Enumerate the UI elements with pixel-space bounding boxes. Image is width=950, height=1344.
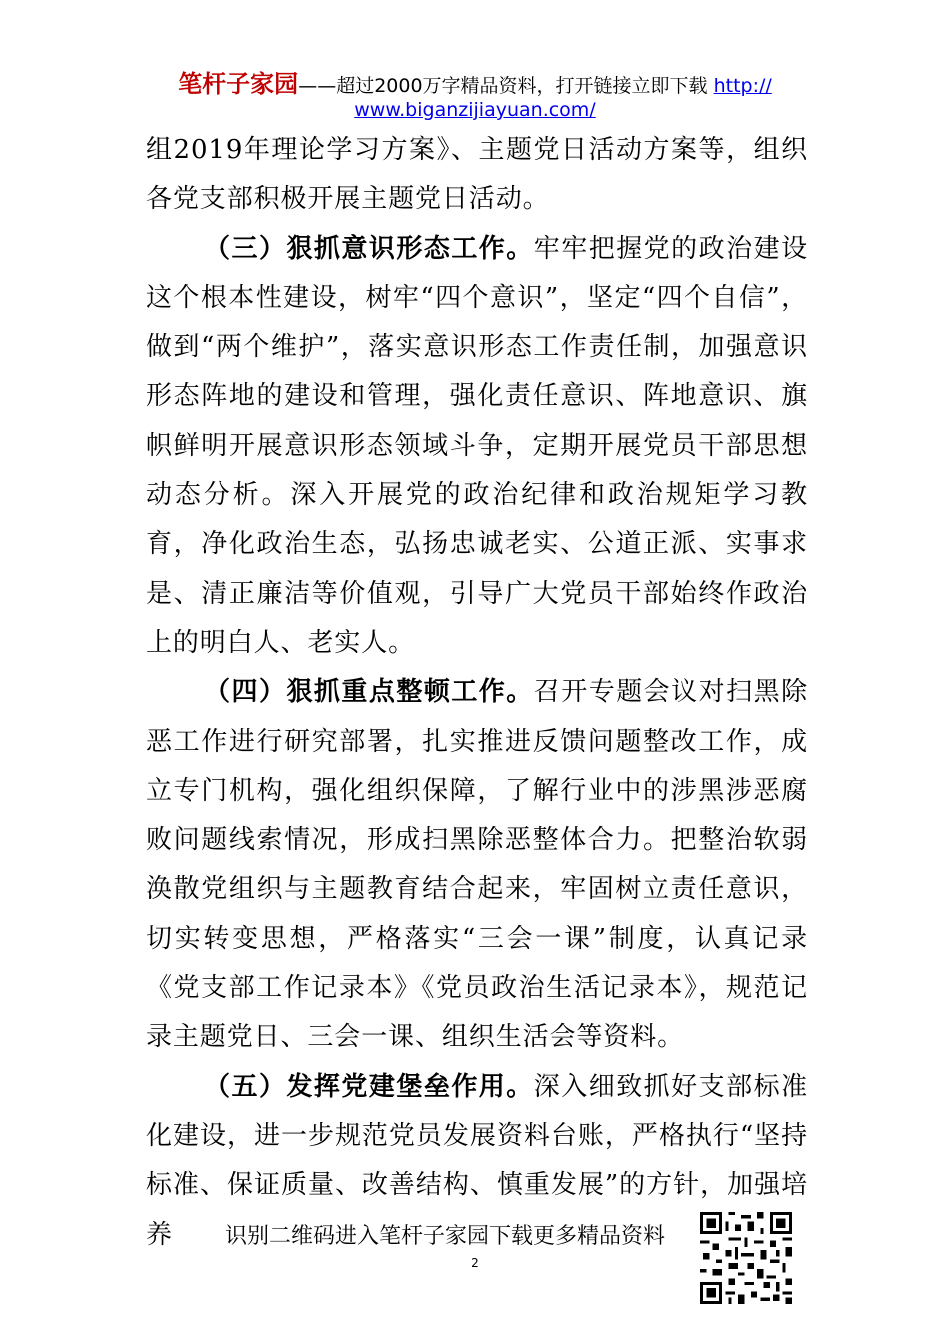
site-link-prefix[interactable]: http://	[713, 75, 772, 97]
footer-text: 识别二维码进入笔杆子家园下载更多精品资料	[224, 1224, 665, 1249]
paragraph-2	[146, 225, 808, 669]
section-heading: （四）狠抓重点整顿工作。	[204, 677, 534, 708]
paragraph-text: 召开专题会议对扫黑除恶工作进行研究部署，扎实推进反馈问题整改工作，成立专门机构，强化组织保障，了解行业中的涉黑涉恶腐败问题线索情况，形成扫黑除恶整体合力。把整治软弱涣散党组织与主题教育结合起来，牢固树立责任意识，切实转变思想，严格落实“三会一课”制度，认真记录《党支部工作记录本》《党员政治生活记录本》，规范记录主题党日、三会一课、组织生活会等资料。	[146, 677, 808, 1053]
paragraph-3	[146, 668, 808, 1062]
section-heading: （五）发挥党建堡垒作用。	[204, 1071, 534, 1102]
brand-name: 笔杆子家园	[178, 70, 299, 98]
paragraph-1	[146, 126, 808, 225]
paragraph-text: 深入细致抓好支部标准化建设，进一步规范党员发展资料台账，严格执行“坚持标准、保证质量、改善结构、慎重发展”的方针，加强培养	[146, 1071, 808, 1250]
site-link[interactable]: www.biganzijiayuan.com/	[354, 99, 596, 121]
page-number: 2	[471, 1256, 479, 1270]
paragraph-text: 组2019年理论学习方案》、主题党日活动方案等，组织各党支部积极开展主题党日活动。	[146, 135, 808, 215]
header-tagline: ——超过2000万字精品资料，打开链接立即下载	[298, 75, 708, 97]
document-body	[146, 126, 808, 1260]
section-heading: （三）狠抓意识形态工作。	[204, 233, 534, 264]
qr-code-icon[interactable]	[700, 1212, 792, 1304]
paragraph-text: 牢牢把握党的政治建设这个根本性建设，树牢“四个意识”，坚定“四个自信”，做到“两个维护”，落实意识形态工作责任制，加强意识形态阵地的建设和管理，强化责任意识、阵地意识、旗帜鲜明开展意识形态领域斗争，定期开展党员干部思想动态分析。深入开展党的政治纪律和政治规矩学习教育，净化政治生态，弘扬忠诚老实、公道正派、实事求是、清正廉洁等价值观，引导广大党员干部始终作政治上的明白人、老实人。	[146, 233, 808, 658]
page-header	[0, 72, 950, 122]
